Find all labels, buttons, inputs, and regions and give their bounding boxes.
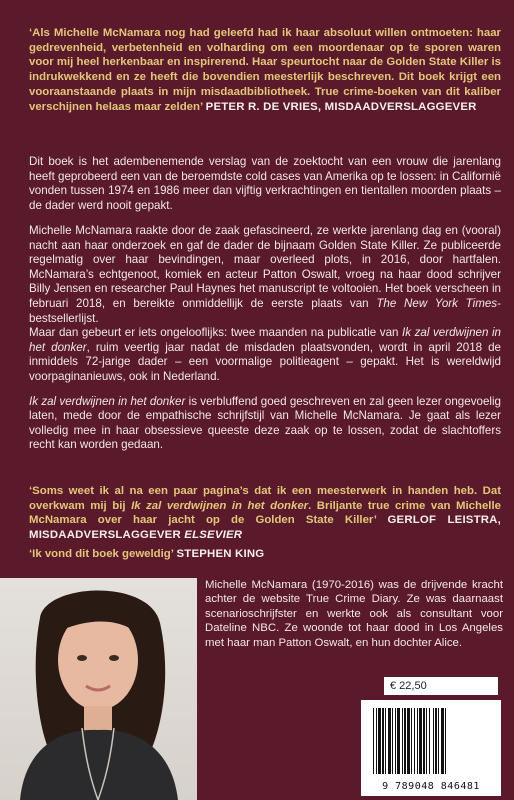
- book-title: Ik zal verdwijnen in het donker: [131, 499, 309, 512]
- paragraph-2: [29, 224, 501, 326]
- quote-text-end: . Briljante true crime van Michelle McNamara over haar jacht op de Golden State Killer’: [29, 499, 501, 527]
- paragraph-1: Dit boek is het adembenemende verslag van de zoektocht van een vrouw die jarenlang heeft geprobeerd een van de beroemdste cold cases van Amerika op te lossen: in Californië vonden tussen 1974 en 1986 meer dan vijftig verkrachtingen en tientallen moorden plaats – de dader werd nooit gepakt.: [29, 155, 501, 212]
- quote-gerlof-leistra: [29, 484, 501, 542]
- quote-attribution: PETER R. DE VRIES, MISDAADVERSLAGGEVER: [205, 100, 477, 113]
- paragraph-4: [29, 395, 501, 453]
- paragraph-2-end: -bestsellerlijst.: [29, 296, 501, 325]
- body-paragraphs: [29, 224, 501, 463]
- paragraph-3-text: Maar dan gebeurt er iets ongelooflijks: twee maanden na publicatie van: [29, 326, 403, 340]
- quote-text: ‘Als Michelle McNamara nog had geleefd had ik haar absoluut willen ontmoeten: haar gedrevenheid, verbetenheid en volharding om een moordenaar op te sporen waren voor mij heel herkenbaar en inspirerend. Haar speurtocht naar de Golden State Killer is indrukwekkend en ze heeft die bovendien meesterlijk beschreven. Dit boek krijgt een vooraanstaande plaats in mijn misdaadbibliotheek. True crime-boeken van dit kaliber verschijnen helaas maar zelden’: [29, 27, 501, 113]
- isbn-number: 9 789048 846481: [382, 781, 480, 792]
- quote-text: ‘Ik vond dit boek geweldig’: [29, 548, 174, 560]
- attribution-name: GERLOF LEISTRA, MISDAADVERSLAGGEVER: [29, 514, 501, 541]
- intro-paragraph: [29, 155, 501, 223]
- quote-stephen-king: [29, 547, 501, 562]
- author-photo: [0, 578, 197, 800]
- author-bio: Michelle McNamara (1970-2016) was de drijvende kracht achter de website True Crime Diary. Ze was daarnaast scenarioschrijfster en werkte ook als consultant voor Dateline NBC. Ze woonde tot haar dood in Los Angeles met haar man Patton Oswalt, en hun dochter Alice.: [205, 579, 503, 649]
- paragraph-2-text: Michelle McNamara raakte door de zaak gefascineerd, ze werkte jarenlang dag en (vooral) nacht aan haar onderzoek en gaf de dader de bijnaam Golden State Killer. Ze publiceerde regelmatig over haar bevindingen, maar overleed plots, in 2016, door hartfalen. McNamara’s echtgenoot, komiek en acteur Patton Oswalt, vroeg na haar dood schrijver Billy Jensen en researcher Paul Haynes het manuscript te voltooien. Het boek verscheen in februari 2018, en bereikte onmiddellijk de eerste plaats van: [29, 224, 501, 310]
- attribution-publication: ELSEVIER: [184, 528, 243, 541]
- paragraph-4-text: is verbluffend goed geschreven en zal geen lezer ongevoelig laten, mede door de empathische schrijfstijl van Michelle McNamara. Je gaat als lezer volledig mee in haar obsessieve queeste deze zaak op te lossen, zodat de slachtoffers recht kan worden gedaan.: [29, 394, 501, 452]
- barcode-icon: [361, 700, 501, 780]
- book-title: Ik zal verdwijnen in het donker: [29, 326, 501, 354]
- quote-text: ‘Soms weet ik al na een paar pagina’s dat ik een meesterwerk in handen heb. Dat overkwam mij bij: [29, 485, 501, 512]
- price-sticker: € 22,50: [384, 677, 498, 695]
- newspaper-title: The New York Times: [376, 296, 498, 310]
- quote-attribution: STEPHEN KING: [176, 548, 265, 560]
- book-title: Ik zal verdwijnen in het donker: [29, 394, 186, 408]
- quote-peter-de-vries: [29, 26, 501, 114]
- paragraph-3-end: , ruim veertig jaar nadat de misdaden plaatsvonden, wordt in april 2018 de inmiddels 72-jarige dader – een voormalige politieagent – gepakt. Het is wereldwijd voorpaginanieuws, ook in Nederland.: [29, 340, 502, 383]
- author-portrait-illustration: [0, 578, 197, 800]
- isbn-barcode: [361, 700, 501, 796]
- paragraph-3: [29, 326, 501, 384]
